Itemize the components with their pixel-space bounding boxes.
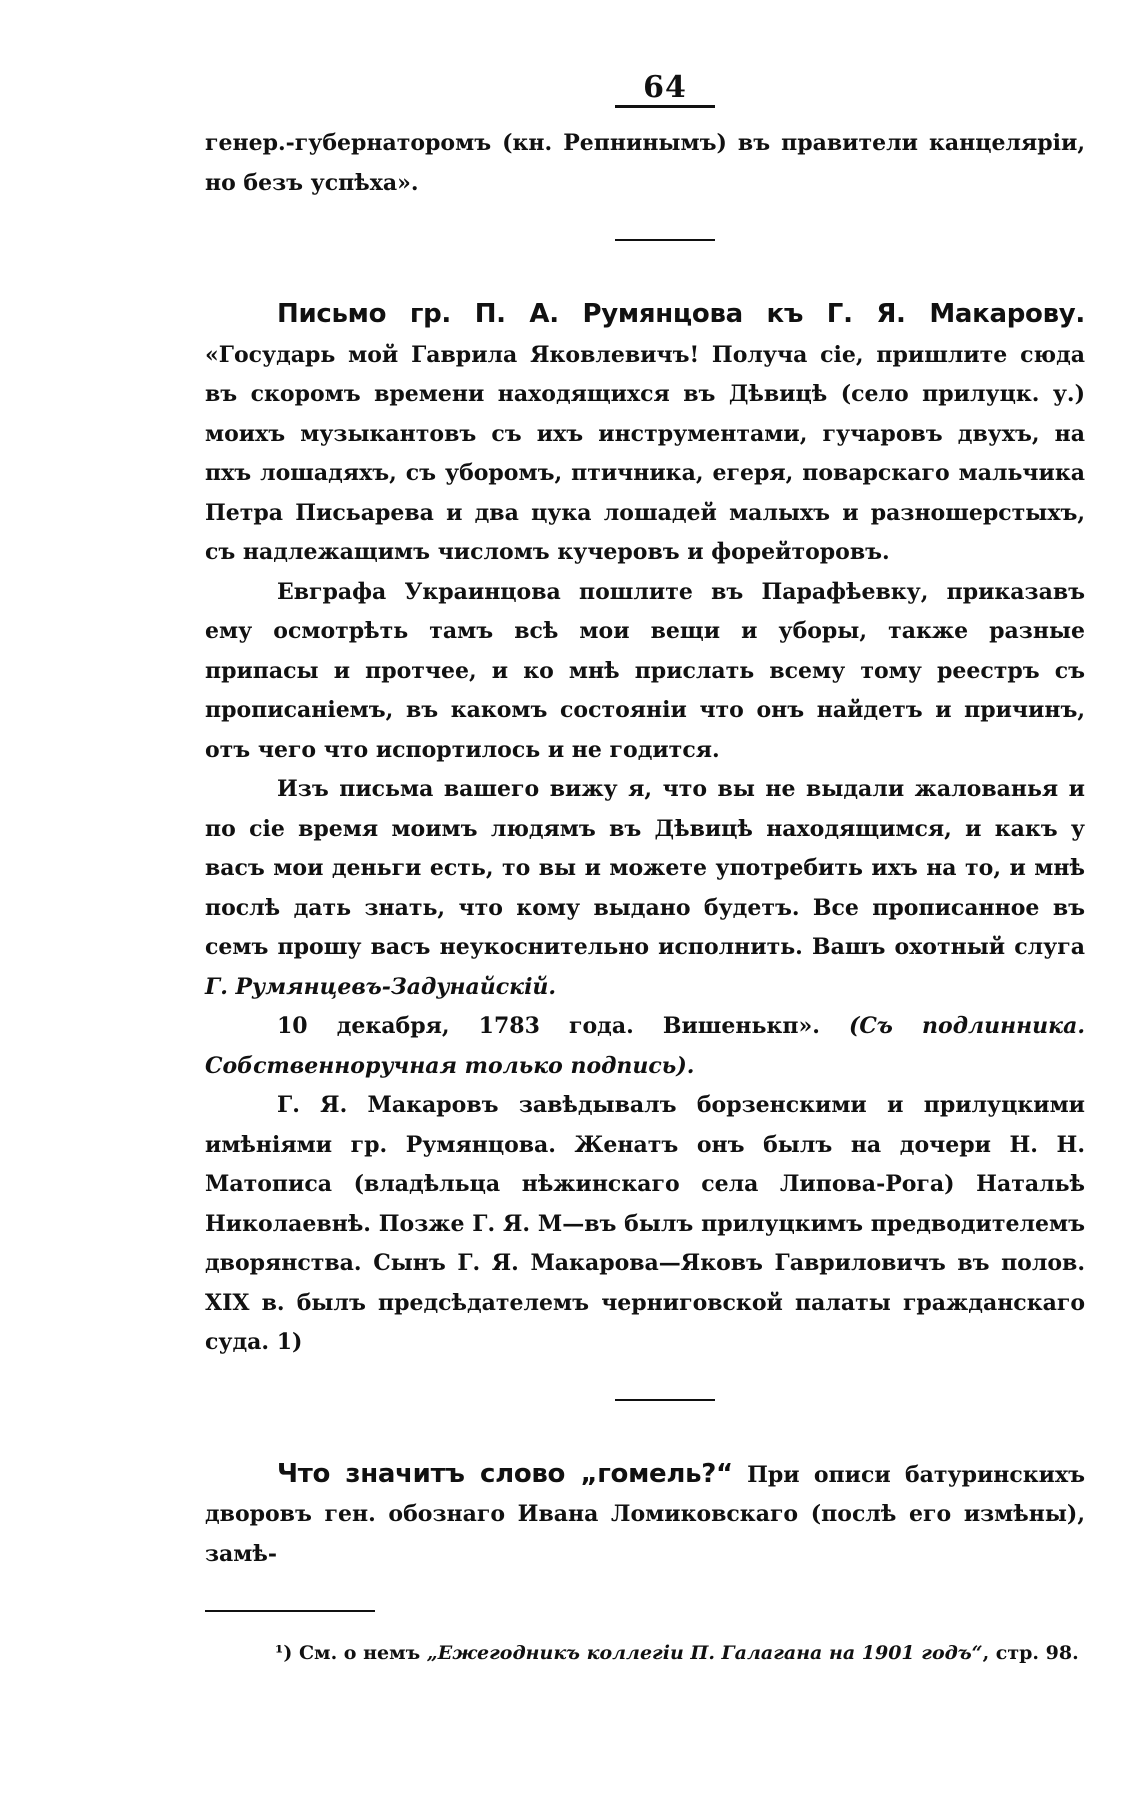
letter-paragraph-1-text: «Государь мой Гаврила Яковлевичъ! Получа сіе, пришлите сюда въ скоромъ времени находящихся въ Дѣвицѣ (село прилуцк. у.) моихъ музыкантовъ съ ихъ инструментами, гучаровъ двухъ, на пхъ лошадяхъ, съ уборомъ, птичника, егеря, поварскаго мальчика Петра Письарева и два цука лошадей малыхъ и разношерстыхъ, съ надлежащимъ числомъ кучеровъ и форейторовъ. <box>205 341 1085 565</box>
letter-paragraph-3-text: Изъ письма вашего вижу я, что вы не выдали жалованья и по сіе время моимъ людямъ въ Дѣвицѣ находящимся, и какъ у васъ мои деньги есть, то вы и можете употребить ихъ на то, и мнѣ послѣ дать знать, что кому выдано будетъ. Все прописанное въ семъ прошу васъ неукоснительно исполнить. Вашъ охотный слуга <box>205 776 1085 960</box>
continuation-paragraph: генер.-губернаторомъ (кн. Репнинымъ) въ правители канцеляріи, но безъ успѣха». <box>205 130 1085 196</box>
letter-paragraph-3 <box>205 770 1085 1007</box>
letter-signature: Г. Румянцевъ-Задунайскій. <box>205 973 557 1000</box>
section-separator <box>615 239 715 241</box>
footnote-reference: 1) <box>276 1329 303 1355</box>
gomel-heading: Что значитъ слово „гомель?“ <box>277 1458 733 1489</box>
commentary-paragraph <box>205 1086 1085 1363</box>
section-separator-2 <box>615 1399 715 1401</box>
footnote-text-end: , стр. 98. <box>982 1642 1079 1664</box>
letter-date: 10 декабря, 1783 года. Вишенькп». <box>277 1013 820 1039</box>
letter-paragraph-2: Евграфа Украинцова пошлите въ Парафѣевку, приказавъ ему осмотрѣть тамъ всѣ мои вещи и уборы, также разные припасы и протчее, и ко мнѣ прислать всему тому реестръ съ прописаніемъ, въ какомъ состояніи что онъ найдетъ и причинъ, отъ чего что испортилось и не годится. <box>205 578 1085 763</box>
footnote-text-start: См. о немъ <box>298 1642 421 1664</box>
commentary-text: Г. Я. Макаровъ завѣдывалъ борзенскими и прилуцкими имѣніями гр. Румянцова. Женатъ онъ былъ на дочери Н. Н. Матописа (владѣльца нѣжинскаго села Липова-Рога) Натальѣ Николаевнѣ. Позже Г. Я. М—въ былъ прилуцкимъ предводителемъ дворянства. Сынъ Г. Я. Макарова—Яковъ Гавриловичъ въ полов. XIX в. былъ предсѣдателемъ черниговской палаты гражданскаго суда. <box>205 1092 1085 1355</box>
footnote-title: „Ежегодникъ коллегіи П. Галагана на 1901 годъ“ <box>426 1642 983 1664</box>
letter-source-note: (Съ подлинника. Собственноручная только подпись). <box>205 1013 1085 1079</box>
letter-heading: Письмо гр. П. А. Румянцова къ Г. Я. Макарову. <box>277 299 1085 329</box>
gomel-paragraph <box>205 1455 1085 1575</box>
footnote <box>205 1638 1085 1668</box>
gomel-text: При описи батуринскихъ дворовъ ген. обознаго Ивана Ломиковскаго (послѣ его измѣны), замѣ- <box>205 1461 1085 1567</box>
footnote-marker: ¹) <box>275 1642 293 1664</box>
footnote-rule <box>205 1610 375 1612</box>
page-number-underline <box>615 105 715 108</box>
document-page <box>205 70 1085 1668</box>
letter-date-paragraph <box>205 1007 1085 1086</box>
page-number: 64 <box>643 70 687 105</box>
letter-paragraph-1 <box>205 295 1085 573</box>
